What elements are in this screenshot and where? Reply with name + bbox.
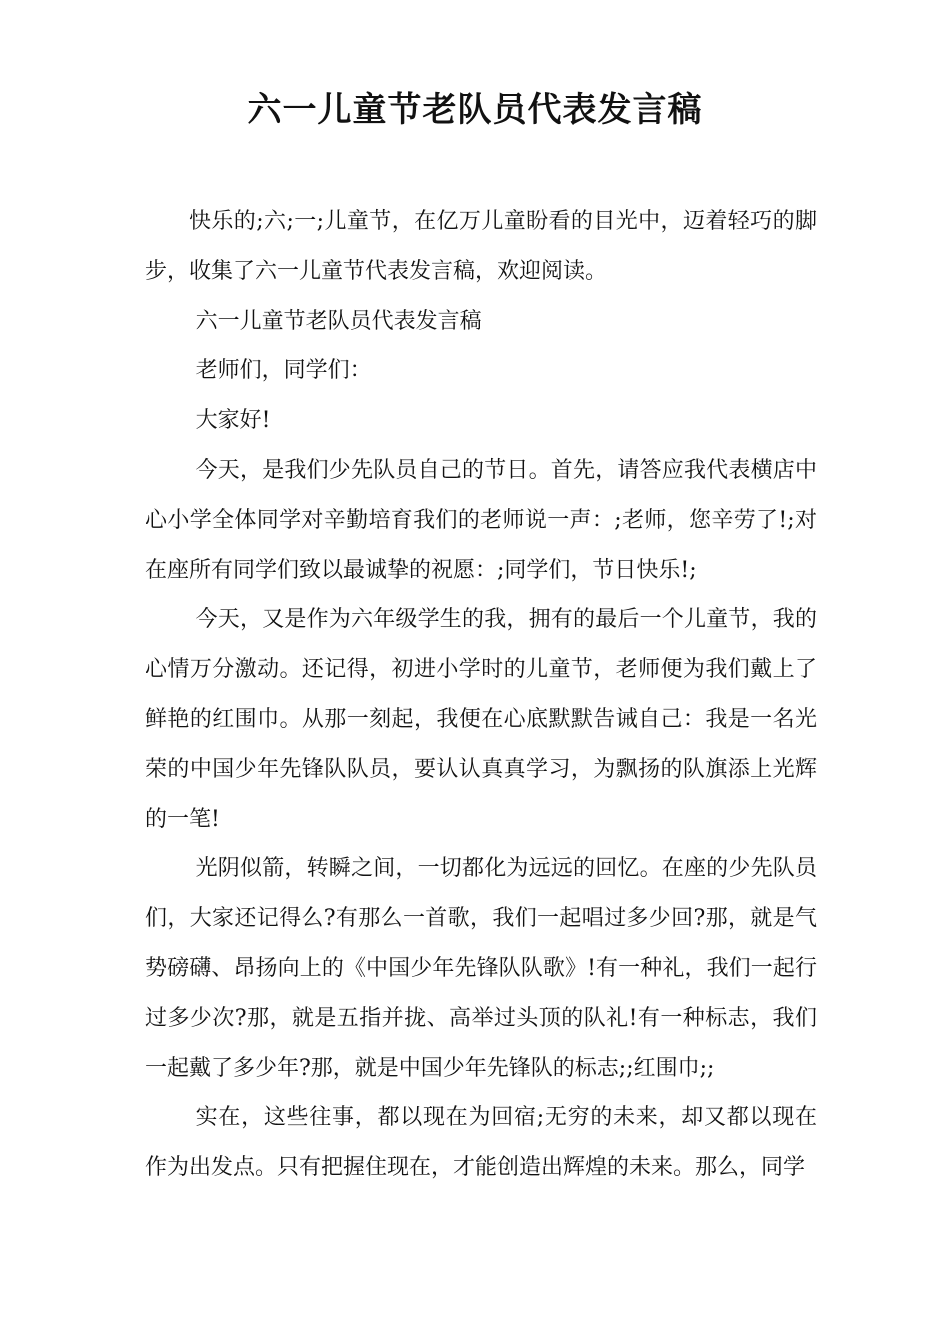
salutation-line: 老师们，同学们： xyxy=(195,358,372,384)
intro-paragraph: 快乐的;六;一;儿童节，在亿万儿童盼看的目光中，迈着轻巧的脚步，收集了六一儿童节代表发言稿，欢迎阅读。 xyxy=(145,209,817,284)
body-paragraph: 光阴似箭，转瞬之间，一切都化为远远的回忆。在座的少先队员们，大家还记得么?有那么一首歌，我们一起唱过多少回?那，就是气势磅礴、昂扬向上的《中国少年先锋队队歌》!有一种礼，我们一起行过多少次?那，就是五指并拢、高举过头顶的队礼!有一种标志，我们一起戴了多少年?那，就是中国少年先锋队的标志;;红围巾;; xyxy=(145,856,817,1081)
body-paragraph: 今天，又是作为六年级学生的我，拥有的最后一个儿童节，我的心情万分激动。还记得，初进小学时的儿童节，老师便为我们戴上了鲜艳的红围巾。从那一刻起，我便在心底默默告诫自己：我是一名光荣的中国少年先锋队队员，要认认真真学习，为飘扬的队旗添上光辉的一笔! xyxy=(145,607,817,832)
body-paragraph: 今天，是我们少先队员自己的节日。首先，请答应我代表横店中心小学全体同学对辛勤培育我们的老师说一声：;老师，您辛劳了!;对在座所有同学们致以最诚挚的祝愿：;同学们，节日快乐!; xyxy=(145,457,817,583)
greeting-line: 大家好! xyxy=(195,408,271,434)
speech-title-line: 六一儿童节老队员代表发言稿 xyxy=(195,308,482,334)
document-title: 六一儿童节老队员代表发言稿 xyxy=(247,90,703,130)
body-paragraph: 实在，这些往事，都以现在为回宿;无穷的未来，却又都以现在作为出发点。只有把握住现在，才能创造出辉煌的未来。那么，同学 xyxy=(145,1105,817,1181)
document-body xyxy=(145,197,817,1193)
